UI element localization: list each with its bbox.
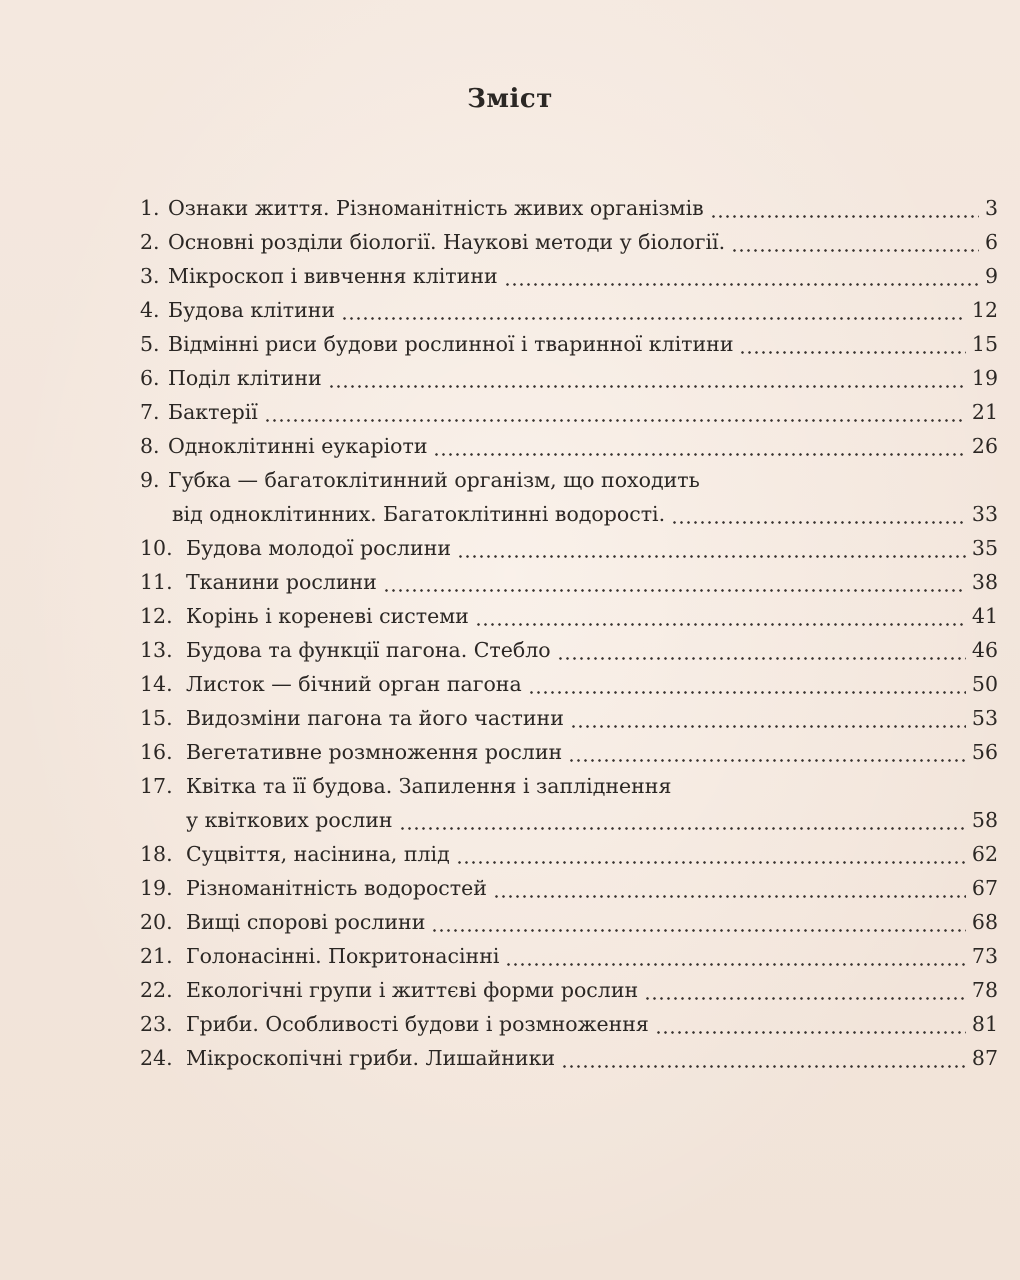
toc-entry-title: Екологічні групи і життєві форми рослин: [186, 978, 639, 1002]
toc-entry: [140, 905, 998, 939]
toc-entry-line: [140, 633, 998, 667]
toc-entry-title: Будова та функції пагона. Стебло: [186, 638, 551, 662]
dot-leader: [264, 395, 966, 429]
toc-entry-title: Вегетативне розмноження рослин: [186, 740, 563, 764]
toc-entry: [140, 599, 998, 633]
toc-entry: [140, 191, 998, 225]
toc-entry: [140, 293, 998, 327]
toc-entry: [140, 531, 998, 565]
toc-entry-page-number: 6: [984, 230, 998, 254]
toc-entry-line: [140, 599, 998, 633]
dot-leader: [431, 905, 966, 939]
toc-entry-number: 22.: [140, 978, 173, 1002]
toc-entry: [140, 327, 998, 361]
toc-entry-page-number: 67: [971, 876, 998, 900]
toc-entry-line: [140, 1007, 998, 1041]
toc-entry-number: 23.: [140, 1012, 173, 1036]
toc-entry-number: 19.: [140, 876, 173, 900]
toc-entry: [140, 871, 998, 905]
toc-entry-title: Одноклітинні еукаріоти: [168, 434, 428, 458]
toc-entry-title: Мікроскоп і вивчення клітини: [168, 264, 498, 288]
toc-entry: [140, 1041, 998, 1075]
toc-entry-page-number: 3: [984, 196, 998, 220]
toc-entry-number: 16.: [140, 740, 173, 764]
dot-leader: [457, 531, 966, 565]
toc-entry-number: 12.: [140, 604, 173, 628]
toc-entry-line: [140, 531, 998, 565]
toc-entry-number: 1.: [140, 196, 160, 220]
toc-entry: [140, 1007, 998, 1041]
toc-entry-page-number: 50: [971, 672, 998, 696]
toc-entry-line: [140, 429, 998, 463]
toc-entry-number: 8.: [140, 434, 160, 458]
toc-entry-page-number: 58: [971, 808, 998, 832]
toc-entry-title: Поділ клітини: [168, 366, 322, 390]
toc-entry-line: [140, 837, 998, 871]
toc-entry: [140, 565, 998, 599]
toc-entry-line: [140, 939, 998, 973]
toc-entry-page-number: 68: [971, 910, 998, 934]
toc-entry-page-number: 53: [971, 706, 998, 730]
dot-leader: [493, 871, 966, 905]
toc-entry: [140, 361, 998, 395]
toc-entry-line: [140, 225, 998, 259]
toc-entry-line: [140, 463, 998, 497]
toc-entry-number: 14.: [140, 672, 173, 696]
toc-entry: [140, 837, 998, 871]
toc-entry-page-number: 9: [984, 264, 998, 288]
dot-leader: [341, 293, 966, 327]
toc-entry-number: 20.: [140, 910, 173, 934]
dot-leader: [671, 497, 966, 531]
toc-entry: [140, 769, 998, 837]
toc-entry-number: 5.: [140, 332, 160, 356]
toc-entry-title: Будова молодої рослини: [186, 536, 452, 560]
toc-entry-number: 10.: [140, 536, 173, 560]
dot-leader: [505, 939, 965, 973]
toc-entry-line: [140, 973, 998, 1007]
toc-entry-page-number: 81: [971, 1012, 998, 1036]
toc-entry-page-number: 73: [971, 944, 998, 968]
toc-entry-title: Бактерії: [168, 400, 258, 424]
dot-leader: [399, 803, 966, 837]
toc-entry-line: [140, 803, 998, 837]
toc-entry: [140, 735, 998, 769]
toc-entry: [140, 225, 998, 259]
toc-entry-page-number: 35: [971, 536, 998, 560]
toc-entry-number: 21.: [140, 944, 173, 968]
toc-entry-line: [140, 667, 998, 701]
toc-entry-title: Губка — багатоклітинний організм, що походить: [168, 468, 700, 492]
toc-entry-title: Гриби. Особливості будови і розмноження: [186, 1012, 649, 1036]
toc-entry-page-number: 78: [971, 978, 998, 1002]
toc-entry-line: [140, 395, 998, 429]
dot-leader: [328, 361, 966, 395]
toc-entry-title: Квітка та її будова. Запилення і запліднення: [186, 774, 672, 798]
toc-entry-number: 24.: [140, 1046, 173, 1070]
dot-leader: [739, 327, 965, 361]
toc-entry: [140, 259, 998, 293]
dot-leader: [710, 191, 979, 225]
toc-entry-title: Суцвіття, насінина, плід: [186, 842, 450, 866]
toc-entry-number: 7.: [140, 400, 160, 424]
toc-entry-page-number: 26: [971, 434, 998, 458]
toc-entry-line: [140, 565, 998, 599]
toc-entry-page-number: 19: [971, 366, 998, 390]
dot-leader: [504, 259, 979, 293]
toc-entry-title: Різноманітність водоростей: [186, 876, 487, 900]
toc-entry: [140, 701, 998, 735]
toc-entry-line: [140, 871, 998, 905]
toc-entry-line: [140, 361, 998, 395]
toc-entry-title: Листок — бічний орган пагона: [186, 672, 522, 696]
toc-entry-page-number: 56: [971, 740, 998, 764]
toc-entry-page-number: 87: [971, 1046, 998, 1070]
dot-leader: [383, 565, 966, 599]
toc-entry-page-number: 33: [971, 502, 998, 526]
table-of-contents: [140, 191, 998, 1075]
toc-entry-line: [140, 191, 998, 225]
toc-entry-line: [140, 259, 998, 293]
toc-entry-line: [140, 497, 998, 531]
toc-entry-title: Вищі спорові рослини: [186, 910, 426, 934]
toc-entry-line: [140, 701, 998, 735]
toc-entry-line: [140, 769, 998, 803]
toc-entry-line: [140, 293, 998, 327]
toc-entry: [140, 973, 998, 1007]
toc-entry: [140, 667, 998, 701]
dot-leader: [433, 429, 965, 463]
dot-leader: [561, 1041, 966, 1075]
toc-entry-title: Голонасінні. Покритонасінні: [186, 944, 500, 968]
toc-entry-number: 6.: [140, 366, 160, 390]
toc-entry-number: 13.: [140, 638, 173, 662]
toc-entry-number: 4.: [140, 298, 160, 322]
dot-leader: [731, 225, 979, 259]
dot-leader: [570, 701, 966, 735]
toc-entry-title: Тканини рослини: [186, 570, 377, 594]
toc-entry-title: Корінь і кореневі системи: [186, 604, 469, 628]
toc-entry-title: у квіткових рослин: [186, 808, 393, 832]
toc-entry-title: Основні розділи біології. Наукові методи у біології.: [168, 230, 726, 254]
dot-leader: [475, 599, 966, 633]
toc-entry-page-number: 38: [971, 570, 998, 594]
toc-entry-number: 11.: [140, 570, 173, 594]
dot-leader: [568, 735, 966, 769]
dot-leader: [528, 667, 966, 701]
toc-entry-number: 2.: [140, 230, 160, 254]
toc-entry-number: 17.: [140, 774, 173, 798]
toc-entry-line: [140, 735, 998, 769]
toc-entry: [140, 463, 998, 531]
dot-leader: [456, 837, 966, 871]
dot-leader: [557, 633, 966, 667]
dot-leader: [655, 1007, 966, 1041]
toc-entry-title: Будова клітини: [168, 298, 336, 322]
toc-entry-number: 15.: [140, 706, 173, 730]
toc-entry-title: від одноклітинних. Багатоклітинні водорості.: [172, 502, 666, 526]
dot-leader: [644, 973, 966, 1007]
toc-entry-title: Мікроскопічні гриби. Лишайники: [186, 1046, 556, 1070]
toc-entry-title: Ознаки життя. Різноманітність живих організмів: [168, 196, 704, 220]
toc-entry-line: [140, 327, 998, 361]
toc-entry: [140, 939, 998, 973]
toc-entry-number: 18.: [140, 842, 173, 866]
toc-entry-page-number: 12: [971, 298, 998, 322]
toc-entry-page-number: 41: [971, 604, 998, 628]
toc-entry-number: 9.: [140, 468, 160, 492]
toc-entry-title: Відмінні риси будови рослинної і тваринної клітини: [168, 332, 734, 356]
toc-entry-number: 3.: [140, 264, 160, 288]
toc-entry-line: [140, 1041, 998, 1075]
toc-entry: [140, 633, 998, 667]
toc-entry-page-number: 62: [971, 842, 998, 866]
toc-entry-line: [140, 905, 998, 939]
toc-entry: [140, 395, 998, 429]
page-title: Зміст: [467, 84, 553, 114]
toc-entry: [140, 429, 998, 463]
toc-entry-page-number: 21: [971, 400, 998, 424]
toc-entry-page-number: 46: [971, 638, 998, 662]
toc-entry-title: Видозміни пагона та його частини: [186, 706, 564, 730]
toc-entry-page-number: 15: [971, 332, 998, 356]
